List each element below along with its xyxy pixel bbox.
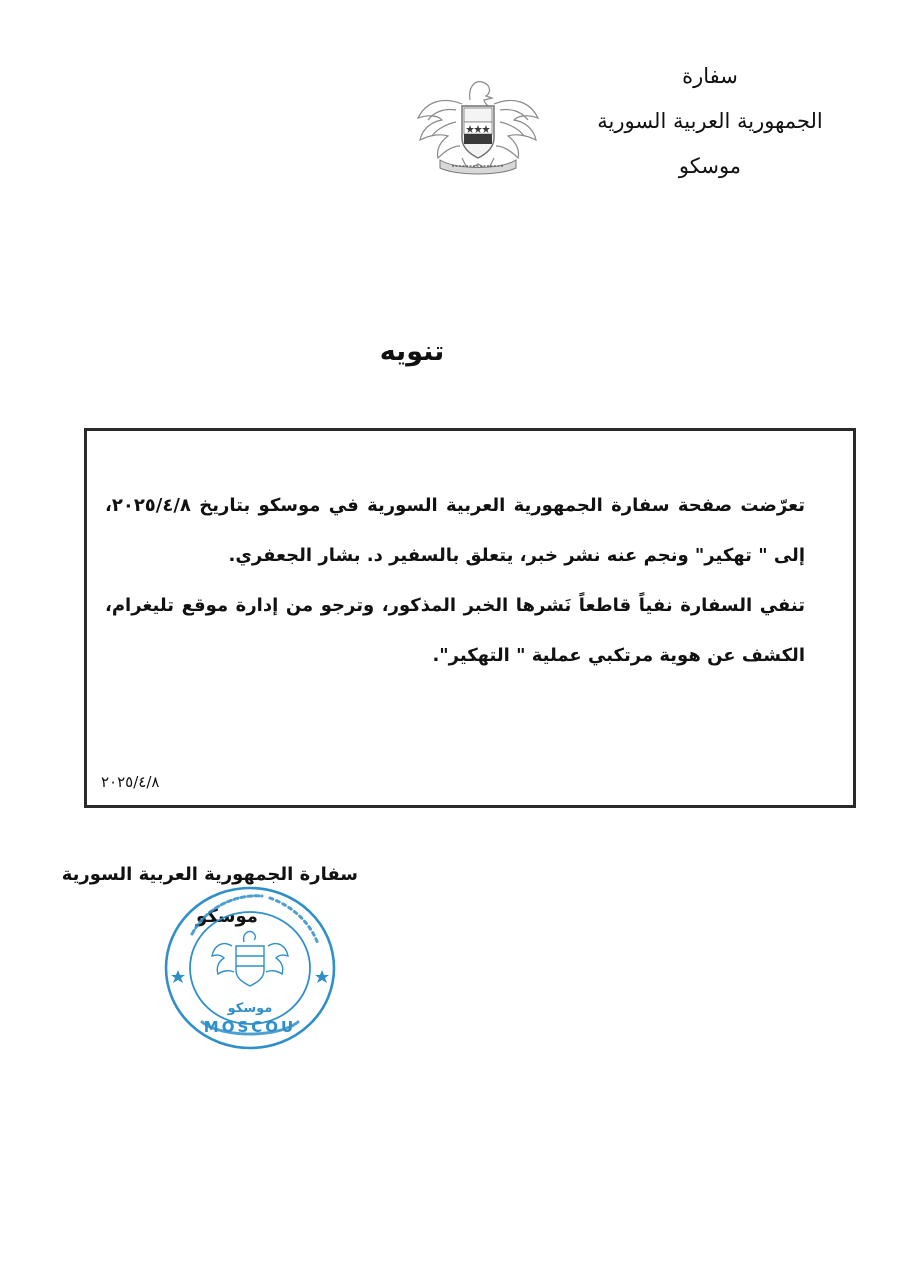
notice-paragraph-2: تنفي السفارة نفياً قاطعاً نَشرها الخبر المذكور، وترجو من إدارة موقع تليغرام، الكشف عن هوية مرتكبي عملية " التهكير". [105,595,805,666]
signature-line-city: موسكو [196,906,258,927]
stamp-city-latin: MOSCOU [203,1018,297,1036]
signature-line-embassy: سفارة الجمهورية العربية السورية [61,864,358,885]
notice-body [105,481,835,681]
eagle-emblem-icon [412,74,544,178]
notice-paragraph-1: تعرّضت صفحة سفارة الجمهورية العربية السورية في موسكو بتاريخ ٢٠٢٥/٤/٨، إلى " تهكير" ونجم عنه نشر خبر، يتعلق بالسفير د. بشار الجعفري. [105,495,805,566]
notice-date: ٢٠٢٥/٤/٨ [101,773,160,791]
header-line-city: موسكو [678,154,742,178]
notice-box [84,428,856,808]
official-stamp [162,884,338,1052]
document-title: تنويه [379,336,445,367]
header-line-embassy: سفارة [682,64,738,88]
header-line-country: الجمهورية العربية السورية [597,109,823,133]
stamp-city-arabic: موسكو [227,1001,273,1016]
embassy-header [560,54,860,189]
